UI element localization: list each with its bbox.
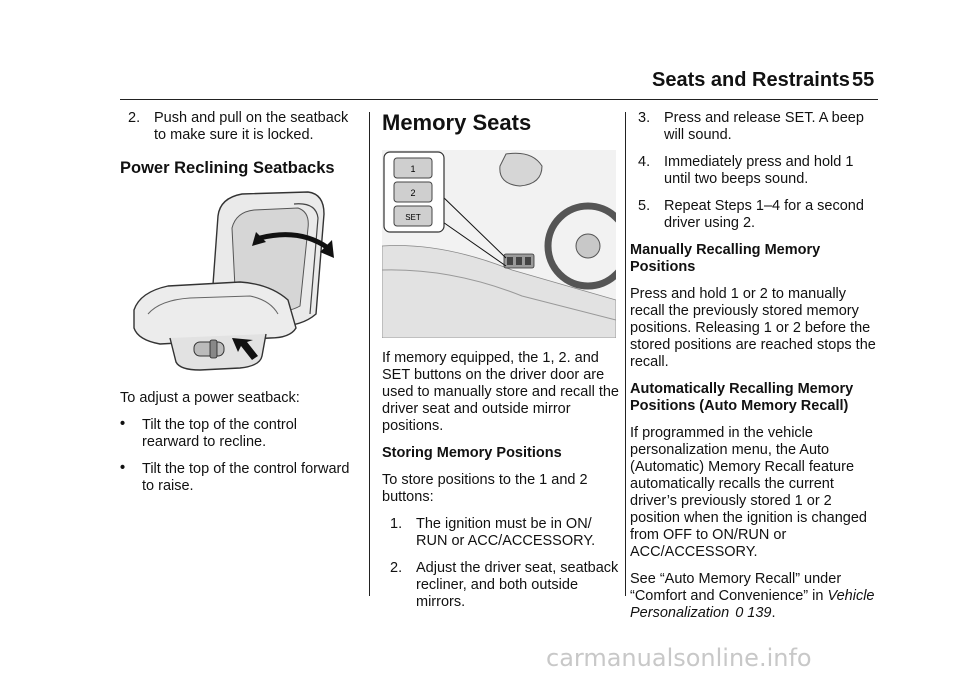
step-number: 2. xyxy=(390,560,403,576)
step-text: Immediately press and hold 1 until two beeps sound. xyxy=(664,154,854,187)
intro-text: To adjust a power seatback: xyxy=(120,390,300,406)
page-section-title: Seats and Restraints xyxy=(652,69,850,91)
body-text: Press and hold 1 or 2 to manually recall the previously stored memory positions. Releasing 1 or 2 before the stored positions are reached stops the recall. xyxy=(630,286,876,370)
bullet-text: Tilt the top of the control forward to raise. xyxy=(142,461,350,494)
subsection-heading: Automatically Recalling Memory Positions (Auto Memory Recall) xyxy=(630,381,854,414)
step-number: 2. xyxy=(128,110,141,126)
cross-reference-text: See “Auto Memory Recall” under “Comfort and Convenience” in xyxy=(630,571,842,604)
step-text: Adjust the driver seat, seatback recliner, and both outside mirrors. xyxy=(416,560,619,610)
step-item xyxy=(630,198,880,232)
page-number: 55 xyxy=(852,69,875,91)
cross-reference xyxy=(630,571,880,622)
step-number: 1. xyxy=(390,516,403,532)
step-item xyxy=(630,154,880,188)
step-number: 5. xyxy=(638,198,651,214)
body-text: If memory equipped, the 1, 2. and SET buttons on the driver door are used to manually store and recall the driver seat and outside mirror positions. xyxy=(382,350,619,434)
section-heading: Power Reclining Seatbacks xyxy=(120,159,335,177)
bullet-glyph: • xyxy=(120,416,126,432)
bullet-item xyxy=(120,461,358,495)
step-text: The ignition must be in ON/ RUN or ACC/ACCESSORY. xyxy=(416,516,596,549)
subsection-heading: Manually Recalling Memory Positions xyxy=(630,242,821,275)
header-divider xyxy=(120,99,878,100)
subsection-heading: Storing Memory Positions xyxy=(382,445,562,461)
intro-text: To store positions to the 1 and 2 buttons: xyxy=(382,472,588,505)
step-text: Repeat Steps 1–4 for a second driver using 2. xyxy=(664,198,864,231)
step-text: Press and release SET. A beep will sound. xyxy=(664,110,864,143)
step-item xyxy=(382,516,620,550)
column-2 xyxy=(382,110,620,621)
step-number: 3. xyxy=(638,110,651,126)
set-button-label: SET xyxy=(405,213,421,222)
step-item xyxy=(630,110,880,144)
body-text: If programmed in the vehicle personalization menu, the Auto (Automatic) Memory Recall feature automatically recalls the current driver’s previously stored 1 or 2 position when the ignition is changed from OFF to ON/RUN or ACC/ACCESSORY. xyxy=(630,425,867,560)
page-header xyxy=(0,69,960,99)
memory-button-2-label: 2 xyxy=(410,188,416,198)
bullet-glyph: • xyxy=(120,460,126,476)
column-3 xyxy=(630,110,880,632)
bullet-text: Tilt the top of the control rearward to recline. xyxy=(142,417,298,450)
step-item xyxy=(120,110,358,144)
step-item xyxy=(382,560,620,611)
watermark: carmanualsonline.info xyxy=(546,644,812,672)
seat-illustration xyxy=(120,188,340,378)
section-title: Memory Seats xyxy=(382,110,532,135)
cross-reference-end: . xyxy=(771,605,776,621)
step-number: 4. xyxy=(638,154,651,170)
cross-reference-link[interactable]: Vehicle Personalization xyxy=(630,588,875,621)
step-text: Push and pull on the seatback to make sure it is locked. xyxy=(154,110,349,143)
bullet-item xyxy=(120,417,358,451)
page-ref-icon: 0 xyxy=(735,605,744,621)
column-divider-1 xyxy=(369,112,370,596)
cross-reference-page[interactable]: 139 xyxy=(747,605,772,621)
column-1 xyxy=(120,110,358,505)
memory-button-1-label: 1 xyxy=(410,164,416,174)
door-memory-buttons-illustration xyxy=(382,150,616,338)
column-divider-2 xyxy=(625,112,626,596)
